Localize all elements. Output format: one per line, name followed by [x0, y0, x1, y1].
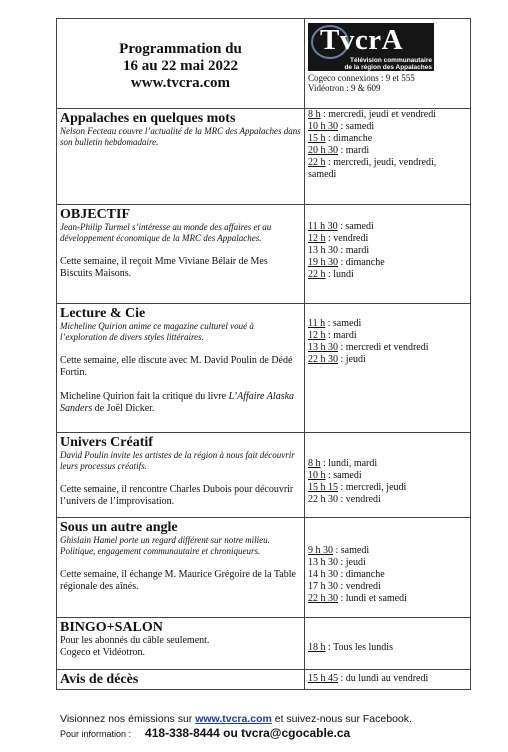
schedule-line — [308, 269, 467, 281]
schedule-time: 13 h 30 — [308, 245, 338, 256]
schedule-days: : mercredi, jeudi, vendredi, samedi — [308, 157, 437, 180]
header-row — [57, 19, 471, 109]
schedule-line — [308, 494, 467, 506]
schedule-time: 19 h 30 — [308, 257, 338, 268]
schedule-line — [308, 318, 467, 330]
schedule-time: 22 h 30 — [308, 593, 338, 604]
show-row — [57, 518, 471, 618]
schedule-line — [308, 109, 467, 121]
footer-line-2 — [60, 726, 412, 741]
schedule-days: : mercredi, jeudi — [338, 482, 407, 493]
show-guest: Cette semaine, elle discute avec M. David Poulin de Dédé Fortin. — [60, 355, 293, 378]
schedule-time: 20 h 30 — [308, 145, 338, 156]
schedule-line — [308, 642, 467, 654]
schedule-time: 18 h — [308, 642, 326, 653]
footer-suffix: et suivez-nous sur Facebook. — [271, 713, 412, 725]
show-info — [57, 433, 305, 518]
header-title-cell — [57, 19, 305, 109]
schedule-days: : samedi — [338, 121, 375, 132]
logo-tagline-2: de la région des Appalaches — [344, 64, 432, 71]
show-schedule — [305, 205, 471, 304]
schedule-time: 22 h — [308, 157, 326, 168]
schedule-days: : samedi — [337, 221, 374, 232]
show-info — [57, 670, 305, 690]
logo-text: TvcrA — [320, 24, 404, 56]
schedule-line — [308, 557, 467, 569]
show-schedule — [305, 433, 471, 518]
website-link[interactable]: www.tvcra.com — [195, 713, 272, 725]
schedule-line — [308, 470, 467, 482]
footer-line-1 — [60, 712, 412, 726]
schedule-time: 11 h 30 — [308, 221, 338, 232]
videotron-channels: Vidéotron : 9 & 609 — [308, 83, 381, 93]
schedule-time: 12 h — [308, 330, 326, 341]
show-info — [57, 205, 305, 304]
schedule-time: 8 h — [308, 458, 321, 469]
title-line-1: Programmation du — [119, 41, 242, 57]
contact-info: 418-338-8444 ou tvcra@cgocable.ca — [145, 726, 351, 740]
show-schedule — [305, 518, 471, 618]
show-host: Jean-Philip Turmel s’intéresse au monde des affaires et au développement économique de la MRC des Appalaches. — [60, 222, 272, 243]
schedule-table — [56, 18, 471, 690]
schedule-days: : jeudi — [338, 557, 366, 568]
schedule-days: : samedi — [325, 318, 362, 329]
schedule-line — [308, 245, 467, 257]
show-host: Ghislain Hamel porte un regard différent sur notre milieu. Politique, engagement communautaire et chroniqueurs. — [60, 535, 270, 556]
schedule-line — [308, 593, 467, 605]
show-host: Nelson Fecteau couvre l’actualité de la MRC des Appalaches dans son bulletin hebdomadaire. — [60, 126, 301, 147]
title-line-3: www.tvcra.com — [130, 75, 231, 91]
show-row — [57, 304, 471, 433]
schedule-line — [308, 581, 467, 593]
schedule-days: : mardi — [338, 145, 370, 156]
header-logo-cell — [305, 19, 471, 109]
schedule-line — [308, 157, 467, 181]
schedule-line — [308, 233, 467, 245]
schedule-days: : lundi et samedi — [338, 593, 407, 604]
schedule-time: 8 h — [308, 109, 321, 120]
schedule-line — [308, 342, 467, 354]
schedule-days: : du lundi au vendredi — [338, 673, 429, 684]
schedule-days: : lundi — [325, 269, 354, 280]
book-critique — [60, 391, 301, 415]
show-guest: Cette semaine, il échange M. Maurice Grégoire de la Table régionale des aînés. — [60, 569, 296, 592]
show-row — [57, 670, 471, 690]
show-title: Sous un autre angle — [60, 520, 178, 535]
schedule-days: : dimanche — [325, 133, 373, 144]
schedule-time: 12 h — [308, 233, 326, 244]
footer-prefix: Visionnez nos émissions sur — [60, 713, 196, 725]
schedule-line — [308, 354, 467, 366]
schedule-time: 15 h — [308, 133, 326, 144]
show-host: Micheline Quirion anime ce magazine culturel voué à l’exploration de divers styles littéraires. — [60, 321, 254, 342]
show-title: Appalaches en quelques mots — [60, 111, 236, 126]
show-schedule — [305, 618, 471, 670]
schedule-time: 13 h 30 — [308, 342, 338, 353]
critique-book: L’Affaire Alaska Sanders — [60, 391, 295, 414]
schedule-days: : lundi, mardi — [320, 458, 378, 469]
schedule-time: 9 h 30 — [308, 545, 333, 556]
show-title: BINGO+SALON — [60, 620, 163, 635]
schedule-line — [308, 121, 467, 133]
tvcra-logo — [308, 23, 434, 71]
schedule-days: : dimanche — [338, 257, 385, 268]
schedule-days: : samedi — [325, 470, 362, 481]
schedule-line — [308, 330, 467, 342]
schedule-time: 17 h 30 — [308, 581, 338, 592]
logo-tagline — [312, 57, 432, 71]
schedule-time: 14 h 30 — [308, 569, 338, 580]
show-host: David Poulin invite les artistes de la région à nous fait découvrir leurs processus créatifs. — [60, 450, 295, 471]
show-row — [57, 618, 471, 670]
schedule-time: 13 h 30 — [308, 557, 338, 568]
schedule-line — [308, 257, 467, 269]
critique-suffix: de Joël Dicker. — [92, 403, 155, 414]
schedule-days: : Tous les lundis — [325, 642, 393, 653]
show-guest: Cette semaine, il rencontre Charles Dubois pour découvrir l’univers de l’improvisation. — [60, 484, 294, 507]
schedule-days: : mardi — [325, 330, 357, 341]
schedule-time: 10 h — [308, 470, 326, 481]
channel-info — [308, 73, 467, 93]
schedule-time: 22 h 30 — [308, 494, 338, 505]
schedule-days: : mercredi et vendredi — [338, 342, 429, 353]
show-note-1: Pour les abonnés du câble seulement. — [60, 635, 210, 646]
schedule-line — [308, 569, 467, 581]
info-label: Pour information : — [60, 729, 132, 739]
show-info — [57, 518, 305, 618]
schedule-time: 22 h 30 — [308, 354, 338, 365]
show-info — [57, 109, 305, 205]
schedule-line — [308, 673, 467, 685]
show-row — [57, 205, 471, 304]
show-schedule — [305, 304, 471, 433]
schedule-line — [308, 545, 467, 557]
show-row — [57, 109, 471, 205]
show-schedule — [305, 109, 471, 205]
schedule-time: 15 h 15 — [308, 482, 338, 493]
schedule-days: : vendredi — [325, 233, 369, 244]
show-title: OBJECTIF — [60, 207, 131, 222]
show-title: Avis de décès — [60, 672, 139, 687]
title-line-2: 16 au 22 mai 2022 — [122, 58, 238, 74]
schedule-time: 11 h — [308, 318, 326, 329]
schedule-days: : jeudi — [338, 354, 366, 365]
show-title: Lecture & Cie — [60, 306, 146, 321]
schedule-days: : dimanche — [338, 569, 385, 580]
schedule-time: 22 h — [308, 269, 326, 280]
schedule-line — [308, 145, 467, 157]
show-note-2: Cogeco et Vidéotron. — [60, 647, 146, 658]
cogeco-channels: Cogeco connexions : 9 et 555 — [308, 73, 415, 83]
show-title: Univers Créatif — [60, 435, 153, 450]
schedule-days: : vendredi — [338, 494, 381, 505]
footer — [60, 712, 412, 741]
schedule-days: : vendredi — [338, 581, 381, 592]
show-info — [57, 304, 305, 433]
schedule-time: 15 h 45 — [308, 673, 338, 684]
schedule-days: : mercredi, jeudi et vendredi — [320, 109, 437, 120]
schedule-days: : mardi — [338, 245, 370, 256]
schedule-time: 10 h 30 — [308, 121, 338, 132]
schedule-line — [308, 221, 467, 233]
schedule-line — [308, 458, 467, 470]
schedule-days: : samedi — [333, 545, 370, 556]
logo-tagline-1: Télévision communautaire — [350, 57, 432, 64]
show-row — [57, 433, 471, 518]
schedule-line — [308, 133, 467, 145]
critique-prefix: Micheline Quirion fait la critique du livre — [60, 391, 229, 402]
schedule-line — [308, 482, 467, 494]
show-info — [57, 618, 305, 670]
show-schedule — [305, 670, 471, 690]
show-guest: Cette semaine, il reçoit Mme Viviane Bélair de Mes Biscuits Maisons. — [60, 256, 268, 279]
